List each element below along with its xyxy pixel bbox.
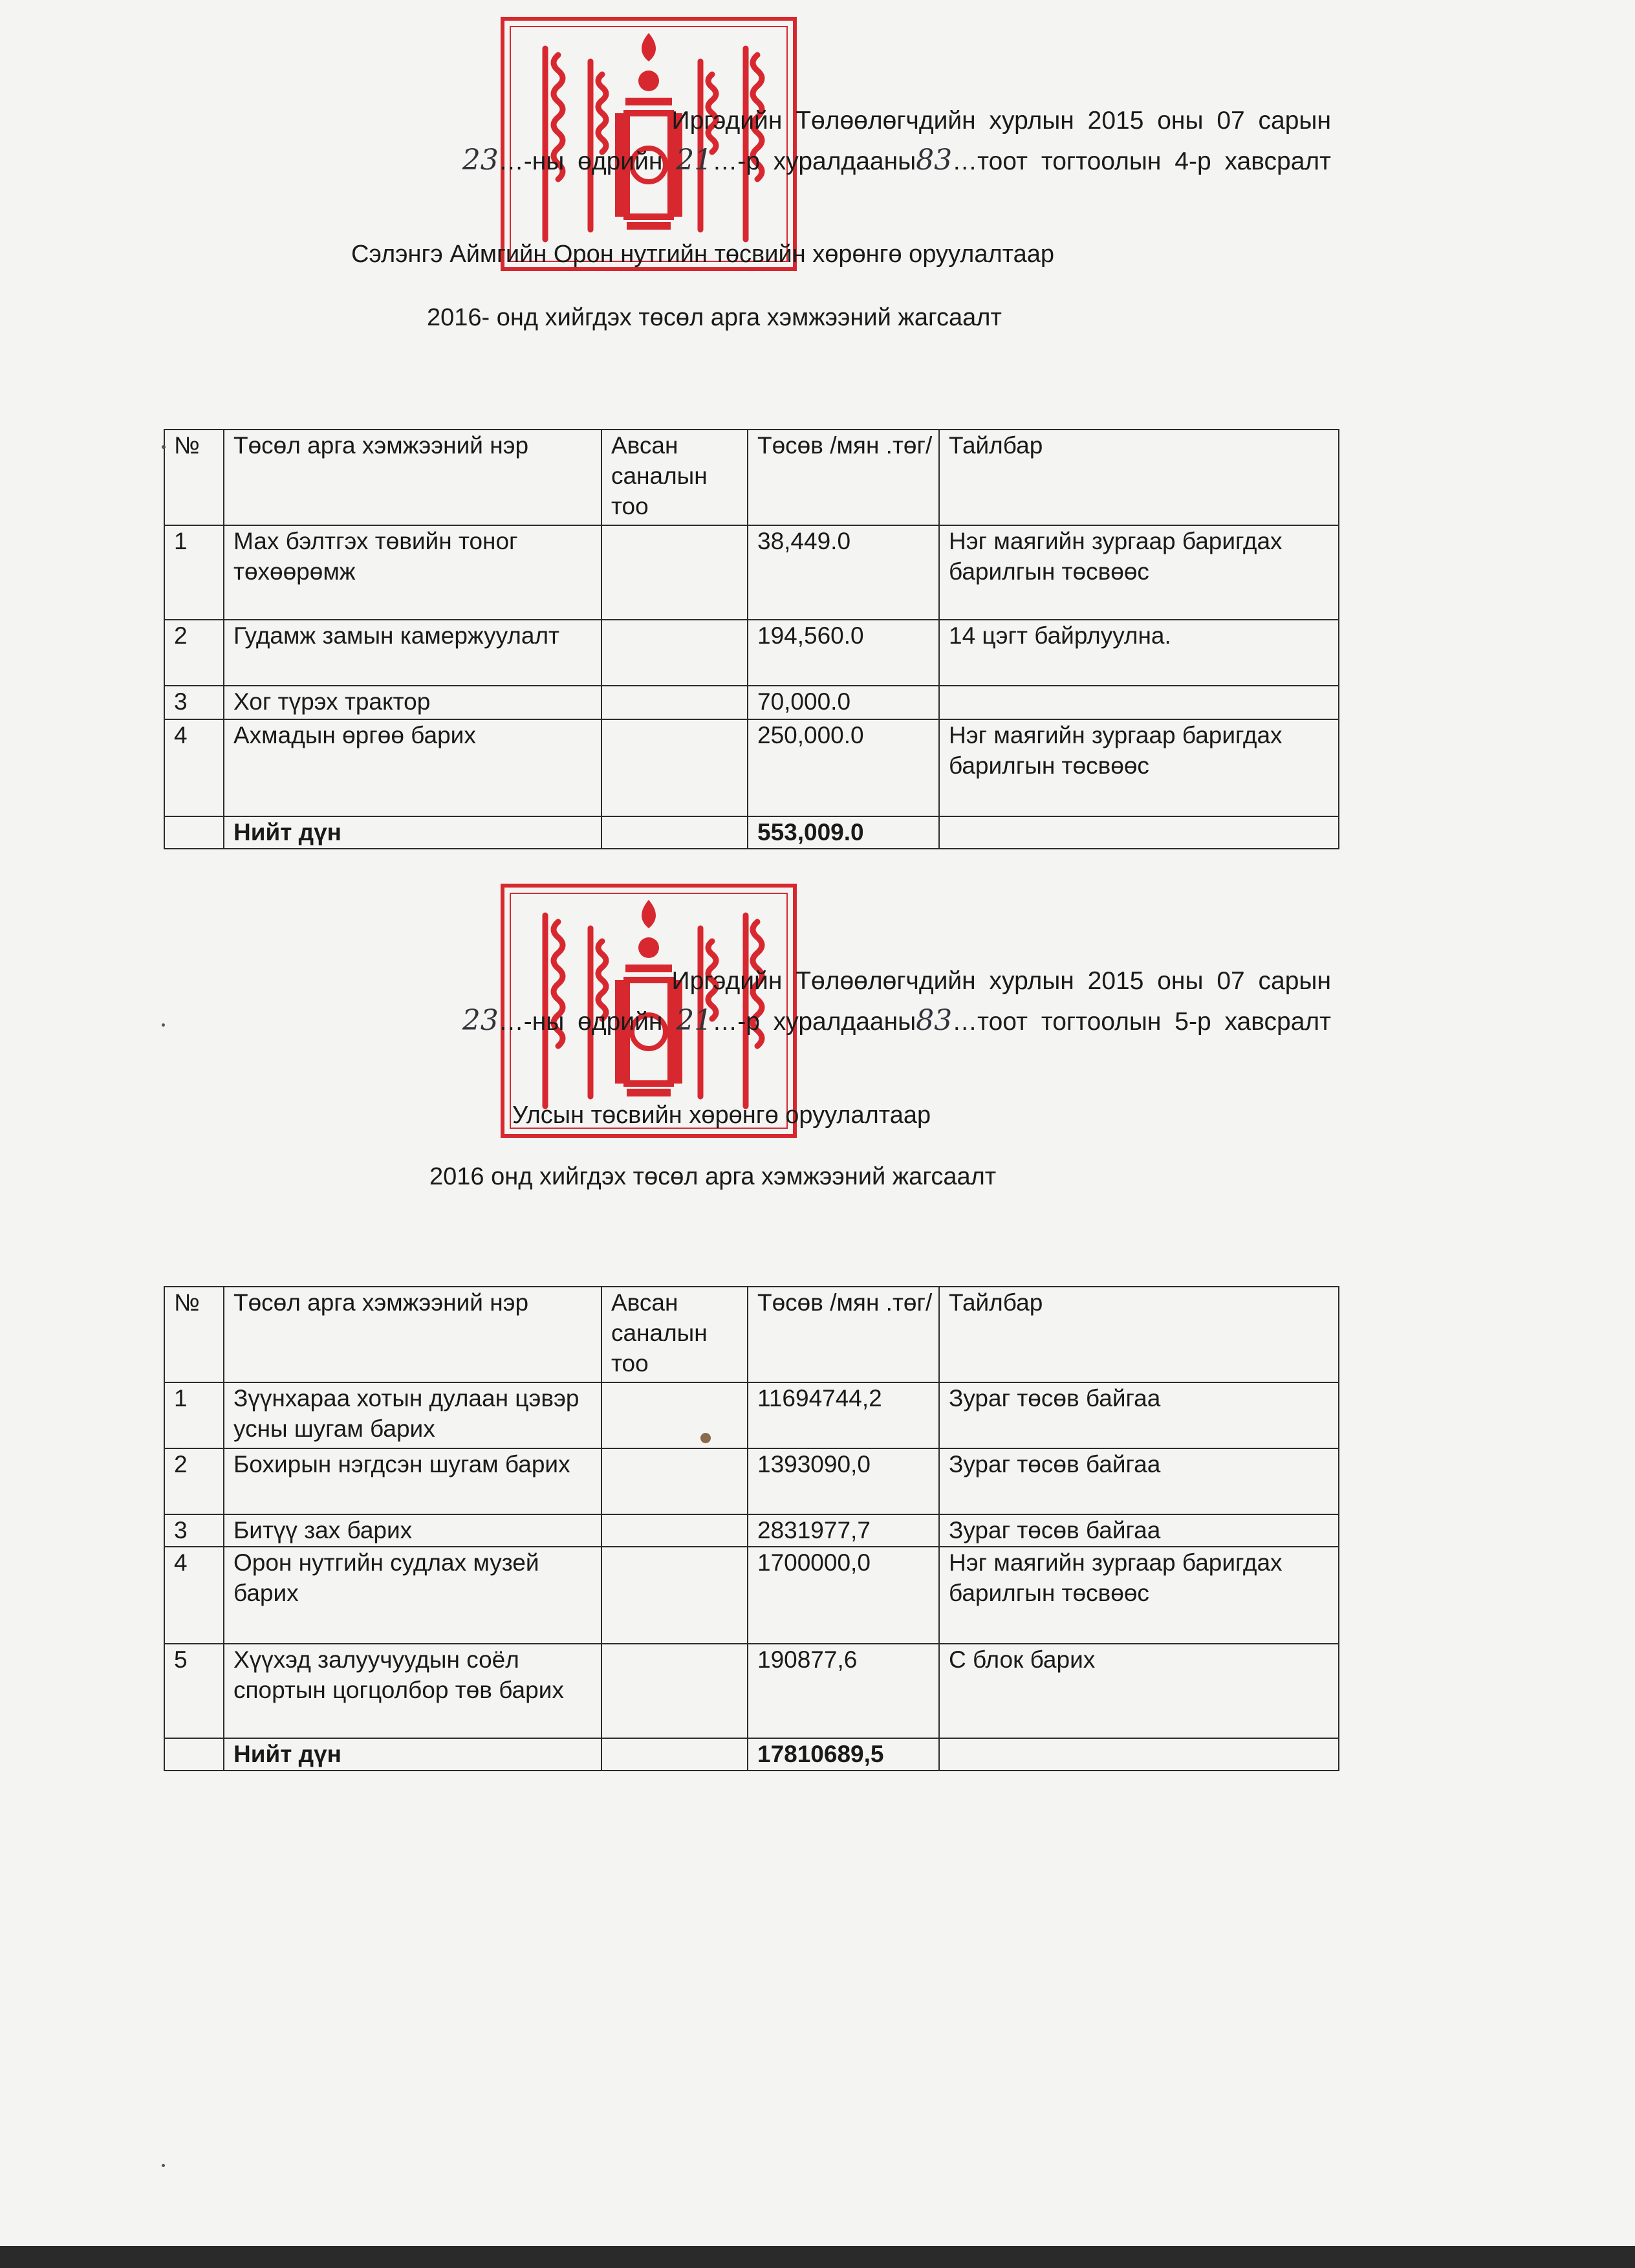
cell-count <box>601 1514 748 1547</box>
table-row <box>164 1547 1339 1644</box>
cell-count <box>601 620 748 686</box>
total-label: Нийт дүн <box>224 1738 601 1771</box>
col-cost-header: Төсөв /мян .төг/ <box>748 1287 939 1382</box>
table-row <box>164 1644 1339 1738</box>
cell-name: Битүү зах барих <box>224 1514 601 1547</box>
col-cost-header: Төсөв /мян .төг/ <box>748 430 939 525</box>
annex5-session-handwritten: 21 <box>676 1004 713 1037</box>
cell-count <box>601 1738 748 1771</box>
cell-number: 4 <box>164 1547 224 1644</box>
scan-speck <box>162 2164 165 2167</box>
cell-note <box>939 1738 1339 1771</box>
table-row <box>164 1514 1339 1547</box>
table-row <box>164 620 1339 686</box>
col-count-header: Авсан саналын тоо <box>601 430 748 525</box>
annex4-header-line-1: Иргэдийн Төлөөлөгчдийн хурлын 2015 оны 07 сарын <box>671 107 1331 135</box>
cell-number: 1 <box>164 525 224 620</box>
table-row <box>164 525 1339 620</box>
annex5-date-handwritten: 23 <box>462 1004 499 1037</box>
total-label: Нийт дүн <box>224 816 601 849</box>
table-header-row <box>164 1287 1339 1382</box>
table-row <box>164 1382 1339 1448</box>
scan-speck <box>162 445 166 449</box>
cell-count <box>601 816 748 849</box>
cell-cost: 190877,6 <box>748 1644 939 1738</box>
cell-note: С блок барих <box>939 1644 1339 1738</box>
table-total-row <box>164 816 1339 849</box>
col-number-header: № <box>164 430 224 525</box>
cell-cost: 2831977,7 <box>748 1514 939 1547</box>
annex5-title-line-1: Улсын төсвийн хөрөнгө оруулалтаар <box>512 1102 931 1129</box>
cell-note: Нэг маягийн зургаар баригдах барилгын төсвөөс <box>939 719 1339 816</box>
annex5-header-line-1: Иргэдийн Төлөөлөгчдийн хурлын 2015 оны 07 сарын <box>671 967 1331 995</box>
cell-name: Мах бэлтгэх төвийн тоног төхөөрөмж <box>224 525 601 620</box>
cell-note: Зураг төсөв байгаа <box>939 1382 1339 1448</box>
annex5-title-line-2: 2016 онд хийгдэх төсөл арга хэмжээний жагсаалт <box>429 1163 997 1190</box>
total-value: 553,009.0 <box>748 816 939 849</box>
total-value: 17810689,5 <box>748 1738 939 1771</box>
annex5-table <box>164 1286 1339 1771</box>
scan-speck <box>162 1023 165 1027</box>
cell-count <box>601 686 748 719</box>
cell-name: Орон нутгийн судлах музей барих <box>224 1547 601 1644</box>
cell-number <box>164 816 224 849</box>
cell-cost: 1393090,0 <box>748 1448 939 1514</box>
cell-number: 3 <box>164 686 224 719</box>
table-row <box>164 686 1339 719</box>
annex5-number-handwritten: 83 <box>916 1004 953 1037</box>
col-note-header: Тайлбар <box>939 1287 1339 1382</box>
cell-note: Нэг маягийн зургаар баригдах барилгын төсвөөс <box>939 525 1339 620</box>
annex4-header-line-2: 23…-ны өдрийн 21…-р хуралдааны83…тоот тогтоолын 4-р хавсралт <box>462 144 1331 177</box>
annex4-title-line-2: 2016- онд хийгдэх төсөл арга хэмжээний жагсаалт <box>427 304 1002 331</box>
cell-count <box>601 1547 748 1644</box>
cell-count <box>601 525 748 620</box>
cell-count <box>601 1448 748 1514</box>
cell-count <box>601 719 748 816</box>
cell-cost: 11694744,2 <box>748 1382 939 1448</box>
cell-cost: 194,560.0 <box>748 620 939 686</box>
cell-cost: 38,449.0 <box>748 525 939 620</box>
cell-cost: 1700000,0 <box>748 1547 939 1644</box>
cell-number: 5 <box>164 1644 224 1738</box>
cell-number: 3 <box>164 1514 224 1547</box>
annex4-table <box>164 429 1339 849</box>
col-note-header: Тайлбар <box>939 430 1339 525</box>
cell-note: Нэг маягийн зургаар баригдах барилгын төсвөөс <box>939 1547 1339 1644</box>
table-row <box>164 719 1339 816</box>
cell-count <box>601 1382 748 1448</box>
col-number-header: № <box>164 1287 224 1382</box>
scan-bottom-edge <box>0 2246 1635 2268</box>
table-total-row <box>164 1738 1339 1771</box>
annex4-date-handwritten: 23 <box>462 144 499 177</box>
cell-count <box>601 1644 748 1738</box>
table-header-row <box>164 430 1339 525</box>
cell-note <box>939 686 1339 719</box>
cell-name: Гудамж замын камержуулалт <box>224 620 601 686</box>
scan-speck <box>700 1433 711 1443</box>
cell-name: Ахмадын өргөө барих <box>224 719 601 816</box>
cell-name: Хог түрэх трактор <box>224 686 601 719</box>
cell-number: 1 <box>164 1382 224 1448</box>
cell-note: 14 цэгт байрлуулна. <box>939 620 1339 686</box>
annex4-number-handwritten: 83 <box>916 144 953 177</box>
annex4-title-line-1: Сэлэнгэ Аймгийн Орон нутгийн төсвийн хөрөнгө оруулалтаар <box>351 241 1055 268</box>
col-name-header: Төсөл арга хэмжээний нэр <box>224 1287 601 1382</box>
annex4-session-handwritten: 21 <box>676 144 713 177</box>
col-name-header: Төсөл арга хэмжээний нэр <box>224 430 601 525</box>
cell-number: 2 <box>164 1448 224 1514</box>
cell-number <box>164 1738 224 1771</box>
cell-note: Зураг төсөв байгаа <box>939 1448 1339 1514</box>
cell-name: Хүүхэд залуучуудын соёл спортын цогцолбор төв барих <box>224 1644 601 1738</box>
col-count-header: Авсан саналын тоо <box>601 1287 748 1382</box>
table-row <box>164 1448 1339 1514</box>
cell-note <box>939 816 1339 849</box>
annex5-header-line-2: 23…-ны өдрийн 21…-р хуралдааны83…тоот тогтоолын 5-р хавсралт <box>462 1004 1331 1037</box>
cell-name: Зүүнхараа хотын дулаан цэвэр усны шугам барих <box>224 1382 601 1448</box>
cell-note: Зураг төсөв байгаа <box>939 1514 1339 1547</box>
cell-number: 2 <box>164 620 224 686</box>
cell-cost: 70,000.0 <box>748 686 939 719</box>
cell-name: Бохирын нэгдсэн шугам барих <box>224 1448 601 1514</box>
cell-number: 4 <box>164 719 224 816</box>
cell-cost: 250,000.0 <box>748 719 939 816</box>
